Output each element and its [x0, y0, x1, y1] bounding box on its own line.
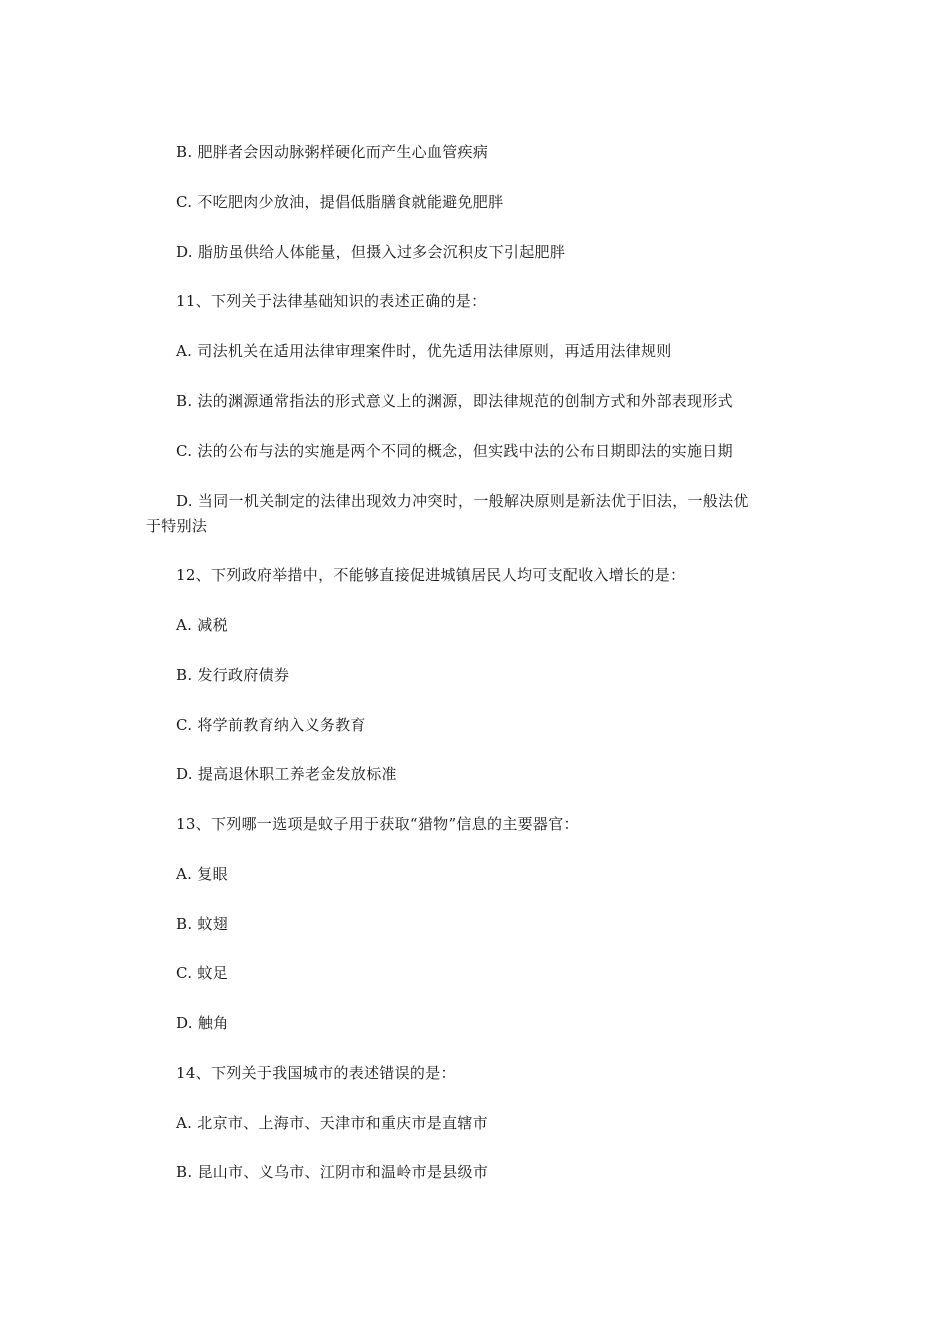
option-b-q11: B. 法的渊源通常指法的形式意义上的渊源，即法律规范的创制方式和外部表现形式: [176, 392, 733, 410]
question-11: 11、下列关于法律基础知识的表述正确的是：: [176, 292, 487, 310]
option-b-q10: B. 肥胖者会因动脉粥样硬化而产生心血管疾病: [176, 143, 489, 161]
option-c-q12: C. 将学前教育纳入义务教育: [176, 716, 366, 734]
question-13: 13、下列哪一选项是蚊子用于获取“猎物”信息的主要器官：: [176, 815, 579, 833]
question-12: 12、下列政府举措中，不能够直接促进城镇居民人均可支配收入增长的是：: [176, 566, 686, 584]
option-d-q11: D. 当同一机关制定的法律出现效力冲突时，一般解决原则是新法优于旧法，一般法优: [176, 492, 749, 510]
option-b-q13: B. 蚊翅: [176, 915, 229, 933]
option-d-q10: D. 脂肪虽供给人体能量，但摄入过多会沉积皮下引起肥胖: [176, 243, 566, 261]
option-a-q11: A. 司法机关在适用法律审理案件时，优先适用法律原则，再适用法律规则: [176, 342, 672, 360]
option-c-q11: C. 法的公布与法的实施是两个不同的概念，但实践中法的公布日期即法的实施日期: [176, 442, 733, 460]
option-b-q14: B. 昆山市、义乌市、江阴市和温岭市是县级市: [176, 1163, 489, 1181]
option-d-q13: D. 触角: [176, 1014, 229, 1032]
option-c-q13: C. 蚊足: [176, 964, 228, 982]
option-c-q10: C. 不吃肥肉少放油，提倡低脂膳食就能避免肥胖: [176, 193, 504, 211]
option-d-q12: D. 提高退休职工养老金发放标准: [176, 765, 397, 783]
option-d-q11-continued: 于特别法: [146, 517, 208, 535]
question-14: 14、下列关于我国城市的表述错误的是：: [176, 1064, 456, 1082]
option-a-q12: A. 减税: [176, 616, 228, 634]
option-a-q13: A. 复眼: [176, 865, 228, 883]
option-b-q12: B. 发行政府债券: [176, 666, 290, 684]
option-a-q14: A. 北京市、上海市、天津市和重庆市是直辖市: [176, 1114, 488, 1132]
